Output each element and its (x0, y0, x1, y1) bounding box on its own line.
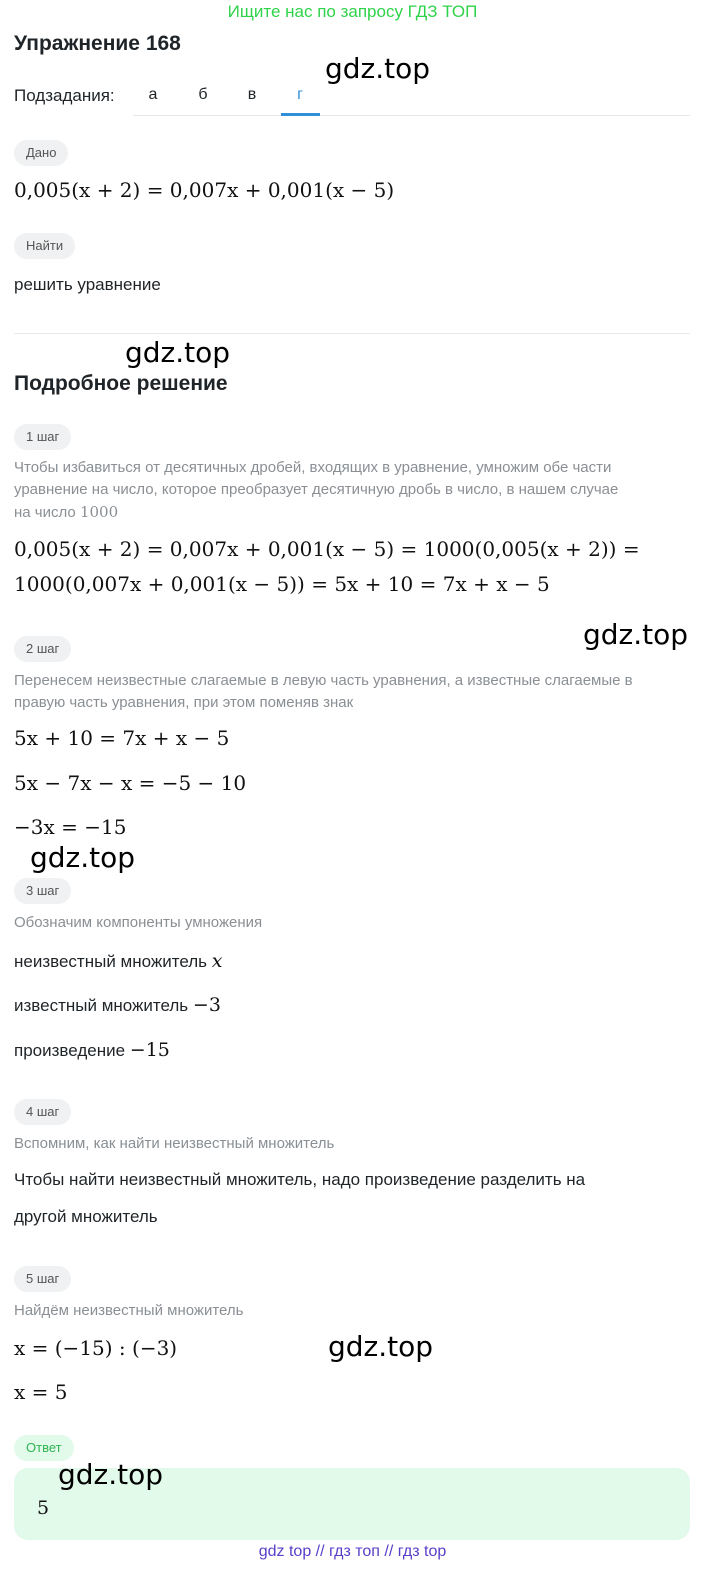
hint-text: на число (14, 504, 76, 521)
watermark: gdz.top (30, 841, 136, 874)
footer-separator: // (384, 1543, 394, 1560)
hint-line (14, 501, 694, 524)
given-badge: Дано (14, 140, 68, 166)
tab-b[interactable]: б (198, 86, 208, 103)
footer-separator: // (315, 1543, 325, 1560)
answer-value: 5 (37, 1497, 50, 1519)
exercise-title: Упражнение 168 (14, 32, 181, 55)
footer-links (0, 1543, 705, 1561)
step-1-badge: 1 шаг (14, 424, 71, 450)
step-3-item (14, 994, 221, 1016)
step-4-text-line: Чтобы найти неизвестный множитель, надо произведение разделить на (14, 1170, 586, 1189)
step-2-line-1: 5x + 10 = 7x + x − 5 (14, 726, 230, 750)
item-value: −3 (192, 994, 221, 1016)
step-3-item (14, 950, 222, 972)
step-5-badge: 5 шаг (14, 1266, 71, 1292)
tab-a[interactable]: а (148, 86, 158, 103)
hint-number: 1000 (79, 503, 119, 521)
hint-line: уравнение на число, которое преобразует десятичную дробь в число, в нашем случае (14, 481, 619, 498)
find-text: решить уравнение (14, 275, 161, 294)
watermark: gdz.top (125, 336, 231, 369)
solution-heading: Подробное решение (14, 372, 228, 395)
item-text: произведение (14, 1041, 126, 1060)
step-5-hint: Найдём неизвестный множитель (14, 1302, 244, 1319)
item-text: известный множитель (14, 996, 189, 1015)
watermark: gdz.top (583, 618, 689, 651)
step-5-line-1: x = (−15) : (−3) (14, 1336, 178, 1360)
step-3-item (14, 1039, 170, 1061)
item-value: x (211, 950, 223, 972)
step-2-hint (14, 670, 694, 714)
step-1-line-1: 0,005(x + 2) = 0,007x + 0,001(x − 5) = 1000(0,005(x + 2)) = (14, 537, 640, 561)
find-badge: Найти (14, 233, 75, 259)
section-divider (14, 333, 690, 334)
step-4-text-line: другой множитель (14, 1207, 158, 1226)
watermark: gdz.top (328, 1330, 434, 1363)
active-tab-indicator (281, 113, 320, 116)
step-3-hint: Обозначим компоненты умножения (14, 914, 263, 931)
footer-link[interactable]: гдз top (397, 1543, 447, 1560)
step-2-badge: 2 шаг (14, 636, 71, 662)
given-equation: 0,005(x + 2) = 0,007x + 0,001(x − 5) (14, 178, 395, 202)
item-value: −15 (129, 1039, 170, 1061)
tab-g-active[interactable]: г (297, 86, 303, 103)
watermark: gdz.top (58, 1458, 164, 1491)
hint-line: Чтобы избавиться от десятичных дробей, входящих в уравнение, умножим обе части (14, 459, 612, 476)
tab-v[interactable]: в (247, 86, 257, 103)
step-3-badge: 3 шаг (14, 878, 71, 904)
footer-link[interactable]: гдз топ (329, 1543, 380, 1560)
hint-line: Перенесем неизвестные слагаемые в левую часть уравнения, а известные слагаемые в (14, 672, 633, 689)
item-text: неизвестный множитель (14, 952, 208, 971)
step-1-line-2: 1000(0,007x + 0,001(x − 5)) = 5x + 10 = 7x + x − 5 (14, 572, 550, 596)
step-5-line-2: x = 5 (14, 1380, 68, 1404)
step-2-line-2: 5x − 7x − x = −5 − 10 (14, 771, 247, 795)
step-4-hint: Вспомним, как найти неизвестный множитель (14, 1135, 335, 1152)
subtasks-label: Подзадания: (14, 86, 115, 105)
watermark: gdz.top (325, 52, 431, 85)
step-2-line-3: −3x = −15 (14, 815, 127, 839)
footer-link[interactable]: gdz top (258, 1543, 312, 1560)
step-1-hint (14, 457, 694, 524)
answer-badge: Ответ (14, 1435, 74, 1461)
hint-line: правую часть уравнения, при этом поменяв знак (14, 694, 354, 711)
search-banner: Ищите нас по запросу ГДЗ ТОП (227, 2, 478, 21)
subtask-tabs (133, 84, 690, 116)
step-4-badge: 4 шаг (14, 1099, 71, 1125)
